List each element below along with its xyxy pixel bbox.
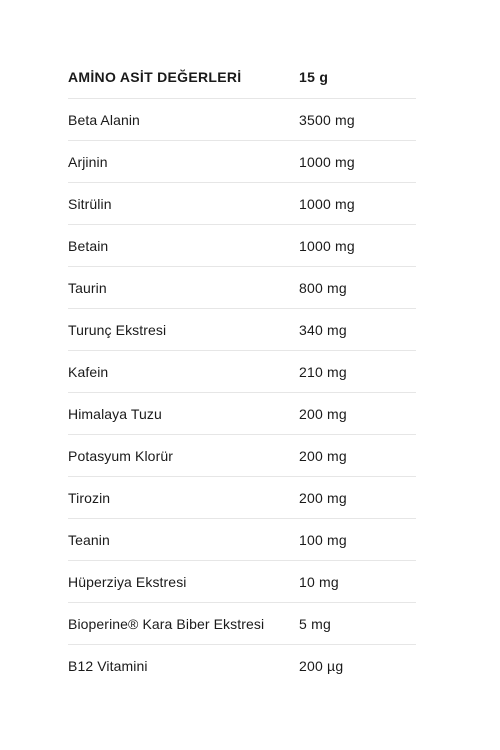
table-row xyxy=(68,603,416,645)
ingredient-name: Sitrülin xyxy=(68,195,112,212)
ingredient-amount: 100 mg xyxy=(299,531,347,548)
ingredient-name: Tirozin xyxy=(68,489,111,506)
table-row xyxy=(68,645,416,687)
table-row xyxy=(68,561,416,603)
ingredient-name: Hüperziya Ekstresi xyxy=(68,573,187,590)
table-row xyxy=(68,519,416,561)
ingredient-amount: 5 mg xyxy=(299,615,331,632)
ingredient-name: Betain xyxy=(68,237,109,254)
table-row xyxy=(68,309,416,351)
ingredient-amount: 200 µg xyxy=(299,658,344,674)
table-row xyxy=(68,435,416,477)
ingredient-amount: 800 mg xyxy=(299,279,347,296)
header-name-cell: AMİNO ASİT DEĞERLERİ xyxy=(68,69,242,85)
ingredient-name: Potasyum Klorür xyxy=(68,447,173,464)
ingredient-name: Beta Alanin xyxy=(68,111,140,128)
table-row xyxy=(68,477,416,519)
ingredient-name: Arjinin xyxy=(68,153,108,170)
ingredient-amount: 200 mg xyxy=(299,489,347,506)
ingredient-name: Teanin xyxy=(68,531,110,548)
ingredient-name: Kafein xyxy=(68,363,109,380)
table-row xyxy=(68,225,416,267)
ingredient-amount: 3500 mg xyxy=(299,111,355,128)
table-row xyxy=(68,141,416,183)
table-row xyxy=(68,393,416,435)
ingredient-amount: 340 mg xyxy=(299,321,347,338)
ingredient-amount: 1000 mg xyxy=(299,153,355,170)
ingredient-name: Taurin xyxy=(68,279,107,296)
table-row xyxy=(68,267,416,309)
table-row xyxy=(68,183,416,225)
ingredient-amount: 200 mg xyxy=(299,447,347,464)
header-value-cell: 15 g xyxy=(299,69,329,85)
ingredient-name: B12 Vitamini xyxy=(68,658,148,674)
ingredient-name: Himalaya Tuzu xyxy=(68,405,162,422)
amino-acid-table xyxy=(68,56,416,687)
ingredient-amount: 1000 mg xyxy=(299,195,355,212)
table-row xyxy=(68,99,416,141)
ingredient-name: Bioperine® Kara Biber Ekstresi xyxy=(68,615,265,632)
ingredient-amount: 200 mg xyxy=(299,405,347,422)
ingredient-name: Turunç Ekstresi xyxy=(68,321,167,338)
ingredient-amount: 10 mg xyxy=(299,573,339,590)
table-row xyxy=(68,351,416,393)
ingredient-amount: 210 mg xyxy=(299,363,347,380)
table-header-row xyxy=(68,56,416,99)
ingredient-amount: 1000 mg xyxy=(299,237,355,254)
